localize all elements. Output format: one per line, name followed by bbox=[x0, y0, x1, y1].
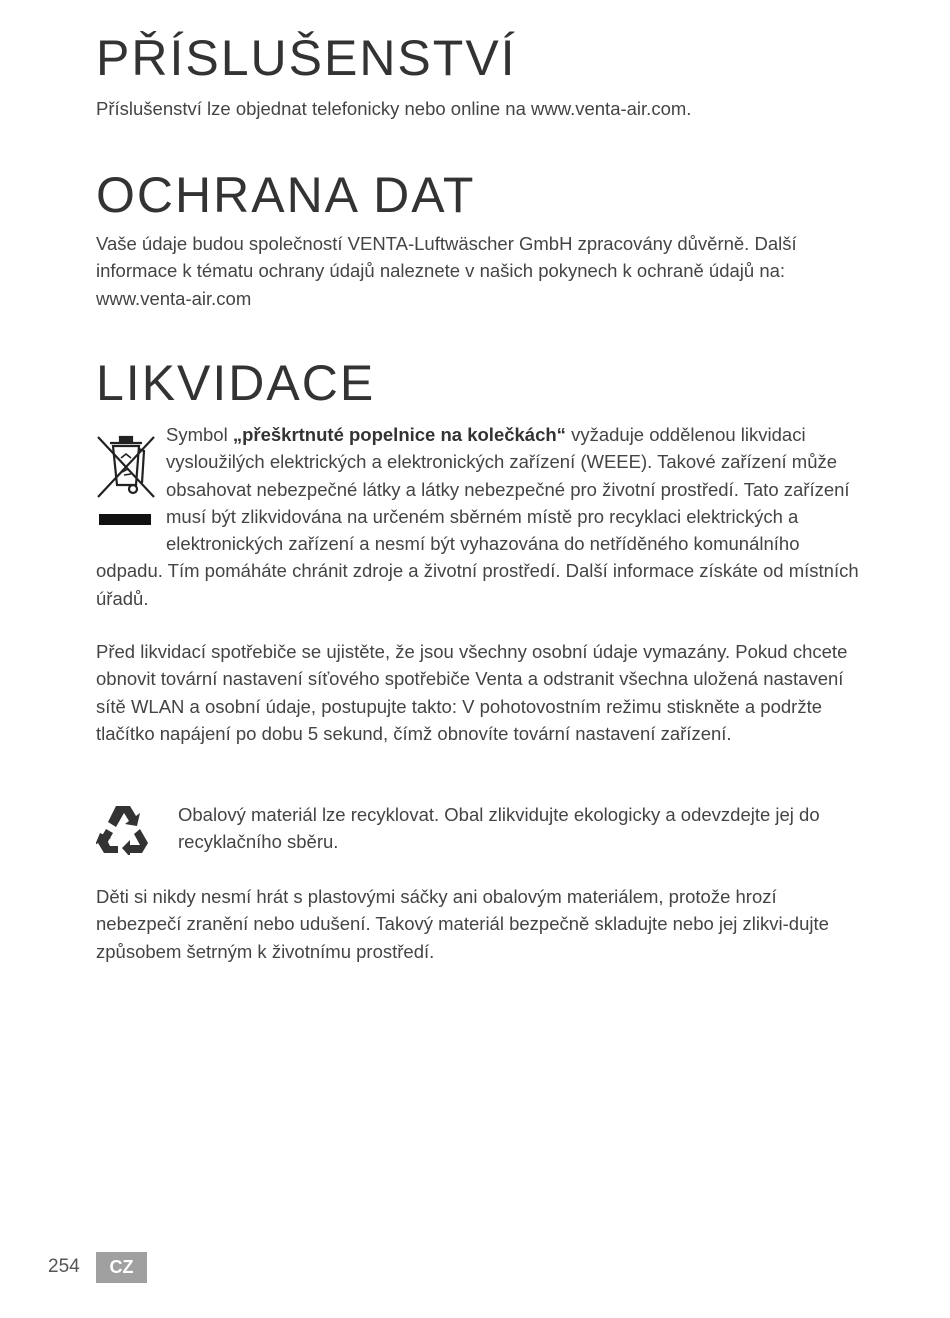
crossed-out-wheelie-bin-icon bbox=[96, 423, 156, 533]
page-number: 254 bbox=[48, 1256, 80, 1277]
data-protection-heading: OCHRANA DAT bbox=[96, 167, 476, 223]
weee-text: vyžaduje oddělenou likvidaci vysloužilých elektrických a elektronických zařízení (WEEE). Takové zařízení může obsahovat nebezpečné látky a látky nebezpečné pro životní prostředí. Tato zařízení musí být zlikvidována na určeném sběrném místě pro recyklaci elektrických a elektronických zařízení a nesmí být vyhazována do netříděného komunálního odpadu. Tím pomáháte chránit zdroje a životní prostředí. Další informace získáte od místních úřadů. bbox=[96, 424, 859, 609]
accessories-text: Příslušenství lze objednat telefonicky nebo online na www.venta-air.com. bbox=[96, 98, 692, 119]
weee-prefix: Symbol bbox=[166, 424, 233, 445]
children-warning-text: Děti si nikdy nesmí hrát s plastovými sáčky ani obalovým materiálem, protože hrozí nebezpečí zranění nebo udušení. Takový materiál bezpečně skladujte nebo jej zlikvi-dujte způsobem šetrným k životnímu prostředí. bbox=[96, 886, 829, 962]
recycle-icon bbox=[96, 803, 150, 855]
weee-symbol-name: „přeškrtnuté popelnice na kolečkách“ bbox=[232, 424, 566, 445]
data-protection-text: Vaše údaje budou společností VENTA-Luftwäscher GmbH zpracovány důvěrně. Další informace k tématu ochrany údajů naleznete v našich pokynech k ochraně údajů na: www.venta-air.com bbox=[96, 233, 797, 309]
language-badge: CZ bbox=[96, 1252, 147, 1283]
recycle-text: Obalový materiál lze recyklovat. Obal zlikvidujte ekologicky a odevzdejte jej do recyklačního sběru. bbox=[178, 804, 820, 853]
weee-paragraph bbox=[96, 421, 866, 612]
personal-data-text: Před likvidací spotřebiče se ujistěte, že jsou všechny osobní údaje vymazány. Pokud chcete obnovit tovární nastavení síťového spotřebiče Venta a odstranit všechna uložená nastavení sítě WLAN a osobní údaje, postupujte takto: V pohotovostním režimu stiskněte a podržte tlačítko napájení po dobu 5 sekund, čímž obnovíte tovární nastavení zařízení. bbox=[96, 641, 848, 744]
accessories-heading: PŘÍSLUŠENSTVÍ bbox=[96, 30, 517, 86]
disposal-heading: LIKVIDACE bbox=[96, 355, 376, 411]
